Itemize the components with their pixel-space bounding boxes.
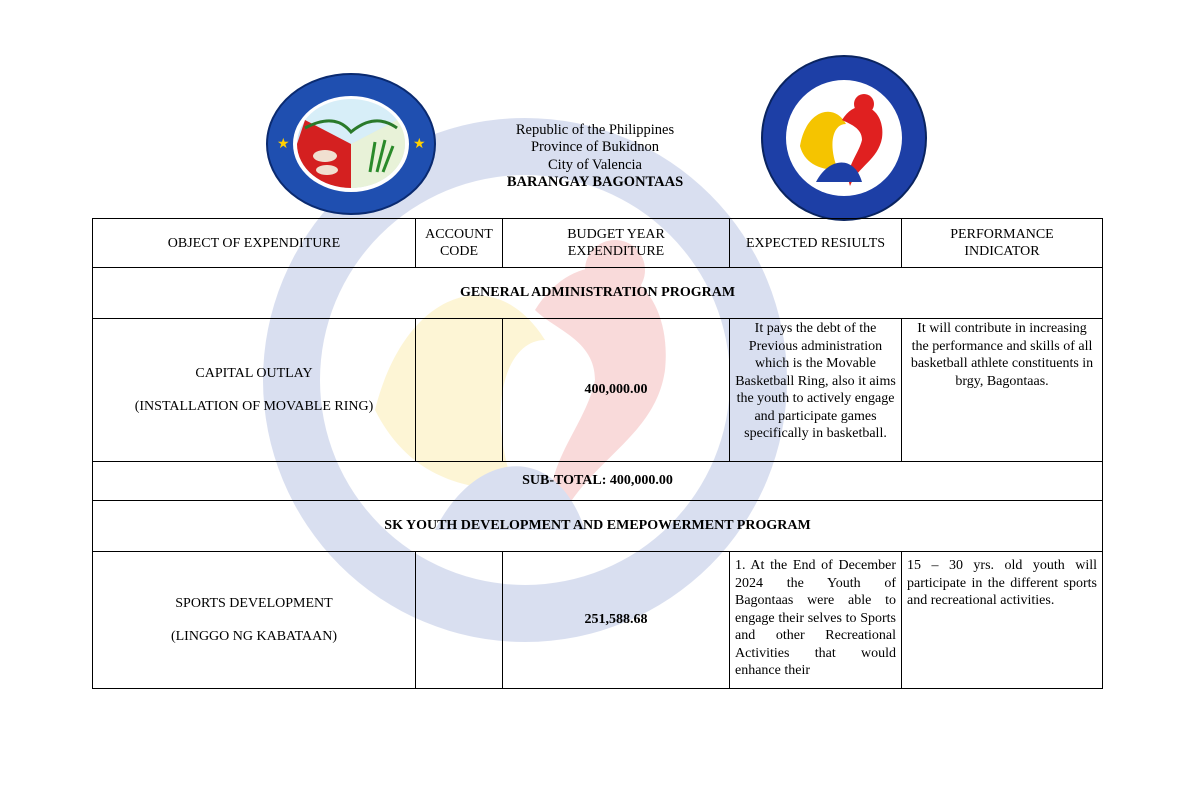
header-account-line2: CODE [439, 244, 479, 259]
object-of-expenditure-cell [93, 552, 416, 689]
letterhead [445, 122, 745, 191]
budget-amount-cell: 400,000.00 [503, 319, 730, 462]
object-of-expenditure-cell [93, 319, 416, 462]
expected-results-cell: It pays the debt of the Previous administration which is the Movable Basketball Ring, also it aims the youth to actively engage and participate games specifically in basketball. [730, 319, 902, 462]
object-subtitle: (INSTALLATION OF MOVABLE RING) [134, 399, 374, 414]
letterhead-city: City of Valencia [548, 156, 642, 173]
header-performance-indicator [902, 219, 1103, 268]
program-row-general-administration [93, 268, 1103, 319]
header-indicator-line1: PERFORMANCE [950, 227, 1054, 242]
object-title: CAPITAL OUTLAY [195, 366, 313, 381]
account-code-cell [416, 552, 503, 689]
header-budget-year-expenditure [503, 219, 730, 268]
table-header-row [93, 219, 1103, 268]
header-expected-results: EXPECTED RESIULTS [730, 219, 902, 268]
program-title: GENERAL ADMINISTRATION PROGRAM [93, 268, 1103, 319]
header-account-line1: ACCOUNT [425, 227, 493, 242]
svg-text:★: ★ [413, 136, 426, 152]
budget-amount-cell: 251,588.68 [503, 552, 730, 689]
letterhead-barangay: BARANGAY BAGONTAAS [506, 173, 684, 190]
header-indicator-line2: INDICATOR [964, 244, 1040, 259]
program-row-sk-youth-development [93, 501, 1103, 552]
expected-results-text: 1. At the End of December 2024 the Youth of Bagontaas were able to engage their selves to Sports and other Recreational Activities that would enhance their [735, 558, 896, 677]
performance-indicator-cell [902, 552, 1103, 689]
performance-indicator-text: 15 – 30 yrs. old youth will participate in the different sports and recreational activities. [907, 558, 1097, 608]
expected-results-cell [730, 552, 902, 689]
table-row [93, 552, 1103, 689]
subtotal-value: SUB-TOTAL: 400,000.00 [93, 462, 1103, 501]
barangay-seal [265, 72, 437, 216]
subtotal-row [93, 462, 1103, 501]
sk-seal [758, 54, 930, 222]
object-subtitle: (LINGGO NG KABATAAN) [170, 629, 338, 644]
svg-text:★: ★ [277, 136, 290, 152]
object-title: SPORTS DEVELOPMENT [175, 596, 333, 611]
budget-table [92, 218, 1103, 689]
account-code-cell [416, 319, 503, 462]
program-title: SK YOUTH DEVELOPMENT AND EMEPOWERMENT PROGRAM [93, 501, 1103, 552]
table-row [93, 319, 1103, 462]
header-account-code [416, 219, 503, 268]
performance-indicator-cell: It will contribute in increasing the performance and skills of all basketball athlete constituents in brgy, Bagontaas. [902, 319, 1103, 462]
letterhead-province: Province of Bukidnon [530, 139, 660, 156]
header-object-of-expenditure: OBJECT OF EXPENDITURE [93, 219, 416, 268]
letterhead-country: Republic of the Philippines [515, 122, 675, 138]
header-budget-line1: BUDGET YEAR [567, 227, 665, 242]
header-budget-line2: EXPENDITURE [567, 244, 665, 259]
